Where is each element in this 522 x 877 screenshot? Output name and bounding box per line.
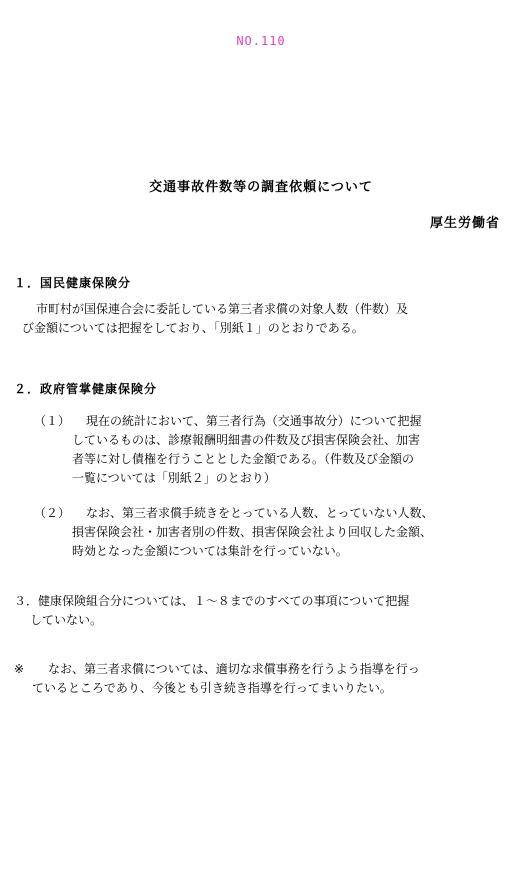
issuing-ministry: 厚生労働省 (429, 216, 500, 231)
section1-line-2: び金額については把握をしており、「別紙１」のとおりである。 (22, 321, 364, 335)
section2-item1-line-2: しているものは、診療報酬明細書の件数及び損害保険会社、加害 (72, 433, 421, 447)
note-body (32, 660, 514, 698)
section2-item2-line-2: 損害保険会社・加害者別の件数、損害保険会社より回収した金額、 (72, 525, 433, 539)
section2-item2-line-1: なお、第三者求償手続きをとっている人数、とっていない人数、 (86, 506, 434, 520)
section2-item1-line-3: 者等に対し債権を行うこととした金額である。（件数及び金額の (72, 452, 415, 466)
note-line-1: なお、第三者求償については、適切な求償事務を行うよう指導を行っ (48, 662, 420, 676)
section2-heading: ２．政府管掌健康保険分 (14, 382, 158, 396)
section2-item1-line-4: 一覧については「別紙２」のとおり） (72, 471, 276, 485)
section2-item1-marker: （１） (34, 414, 71, 428)
section2-item2-body (72, 504, 512, 561)
note-marker: ※ (14, 662, 25, 676)
document-title: 交通事故件数等の調査依頼について (149, 180, 373, 195)
note-line-2: ているところであり、今後とも引き続き指導を行ってまいりたい。 (32, 681, 392, 695)
section3-body (14, 592, 514, 630)
section1-heading: １．国民健康保険分 (14, 276, 132, 290)
section2-item2-marker: （２） (34, 506, 71, 520)
section2-item1-line-1: 現在の統計において、第三者行為（交通事故分）について把握 (86, 414, 422, 428)
section2-item2-line-3: 時効となった金額については集計を行っていない。 (72, 544, 348, 558)
section1-body (22, 300, 510, 338)
section2-item1-body (72, 412, 512, 488)
page-number: NO.110 (236, 34, 286, 48)
section1-line-1: 市町村が国保連合会に委託している第三者求償の対象人数（件数）及 (36, 302, 409, 316)
section3-line-1: ３．健康保険組合分については、１～８までのすべての事項について把握 (14, 594, 410, 608)
section3-line-2: していない。 (30, 613, 103, 627)
